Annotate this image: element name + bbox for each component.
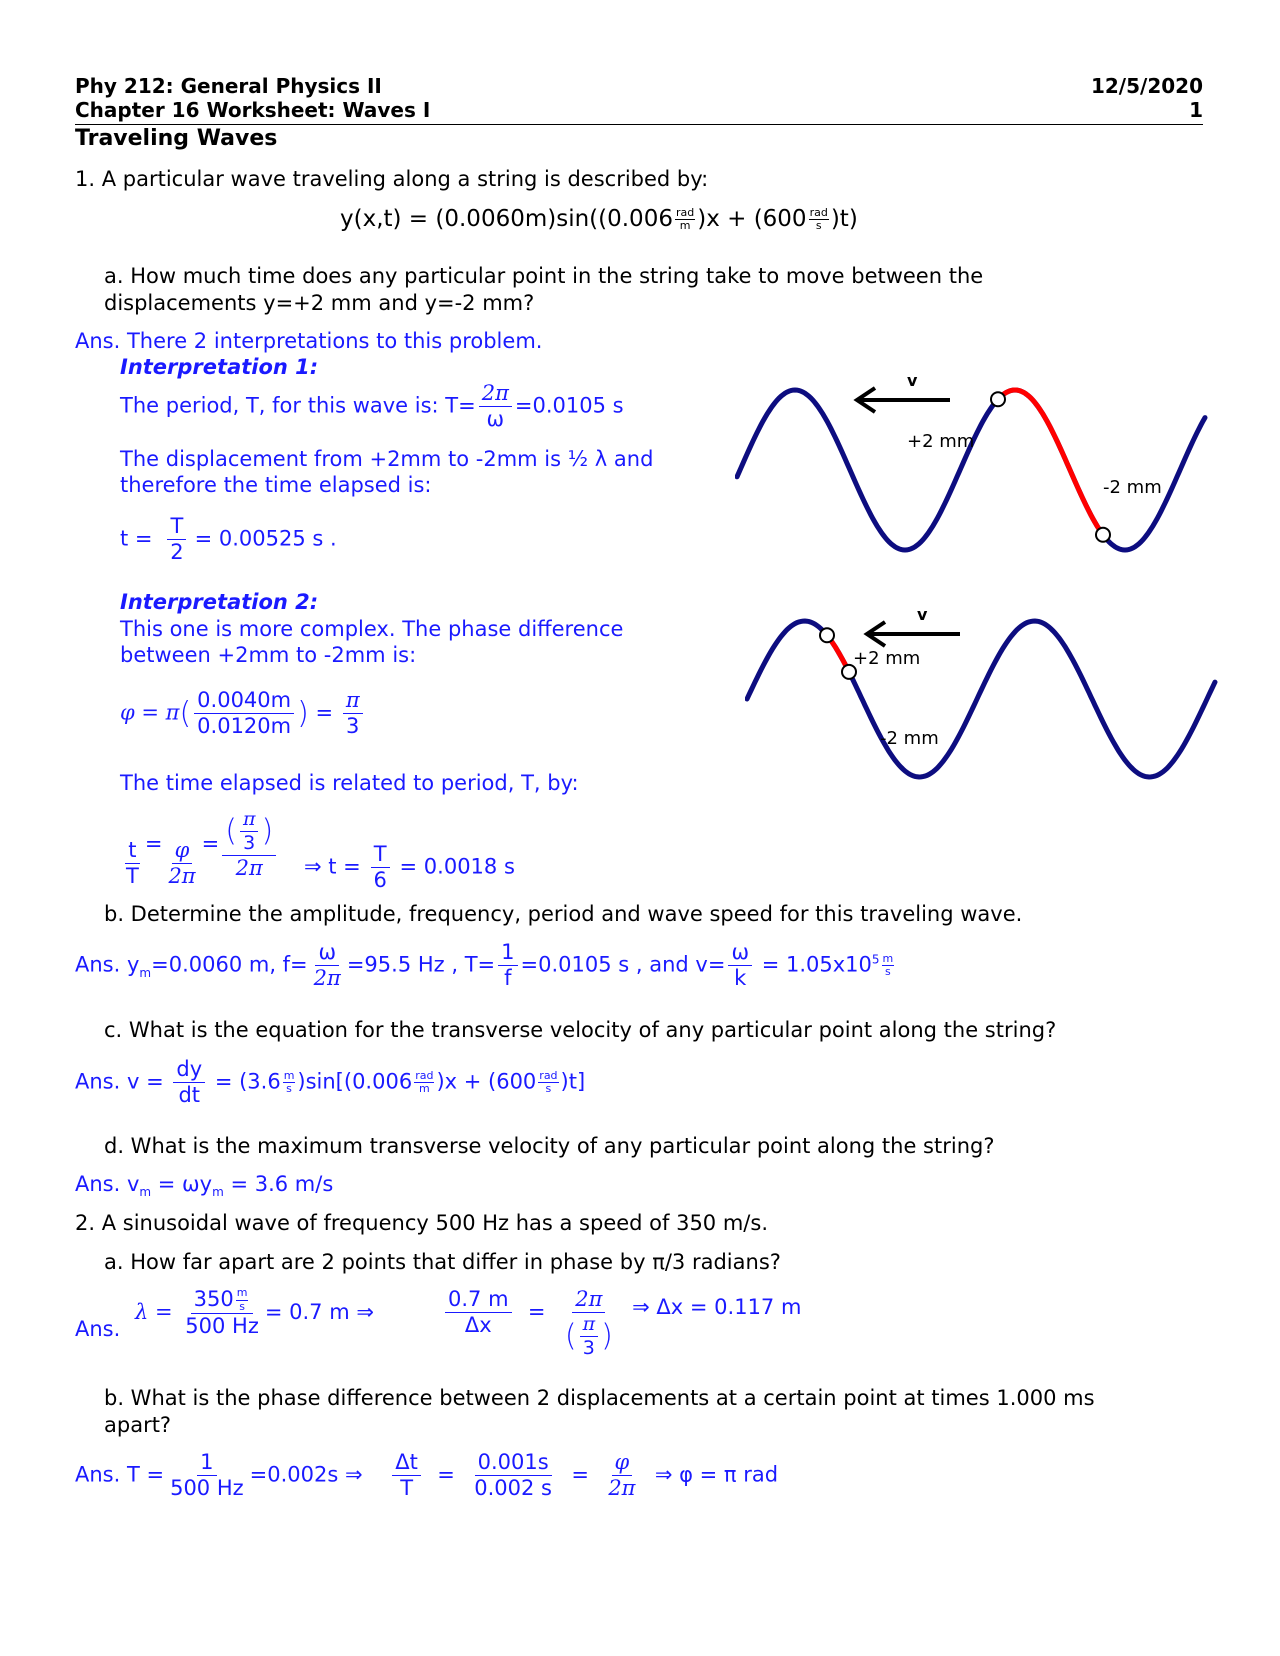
interp2-line2: between +2mm to -2mm is:: [120, 643, 417, 667]
q2b-answer: Ans. T = $\frac{1}{500 Hz}$ =0.002s ⇒ $\frac{\Delta t}{T}$ = $\frac{0.001s}{0.002 s}$ = $\frac{\varphi}{2\pi}$ ⇒ φ = π rad: [75, 1450, 779, 1501]
time-relation: The time elapsed is related to period, T, by:: [120, 771, 579, 795]
q2a-ratio: $\frac{0.7 m}{\Delta x}$ = 2π ( $\frac{\pi}{3}$ ) ⇒ Δx = 0.117 m: [442, 1287, 801, 1360]
time-ratio-equation: $\frac{t}{T}$ = $\frac{\varphi}{2\pi}$ = ( $\frac{\pi}{3}$ ) 2π: [120, 800, 279, 889]
ans-a-intro: Ans. There 2 interpretations to this problem.: [75, 329, 543, 353]
interp1-disp-2: therefore the time elapsed is:: [120, 473, 432, 497]
point-minus-2mm-1: [1096, 528, 1110, 542]
q2b-line2: apart?: [104, 1413, 172, 1437]
wave-equation: y(x,t) = (0.0060m)sin((0.006 rad m )x + (600 rad s )t): [340, 205, 858, 232]
q2a-ans-label: Ans.: [75, 1317, 121, 1341]
q2b-line1: b. What is the phase difference between 2 displacements at a certain point at times 1.000 ms: [104, 1386, 1095, 1410]
page-number: 1: [1189, 98, 1203, 122]
wave-curve-2: [747, 621, 1215, 777]
minus-label-2: -2 mm: [880, 728, 939, 749]
q2-intro: 2. A sinusoidal wave of frequency 500 Hz has a speed of 350 m/s.: [75, 1211, 768, 1235]
section-title: Traveling Waves: [75, 126, 278, 151]
point-plus-2mm-1: [991, 392, 1005, 406]
wave-highlight-1: [998, 390, 1103, 535]
q1d: d. What is the maximum transverse velocity of any particular point along the string?: [104, 1134, 995, 1158]
velocity-label-2: v: [917, 605, 928, 624]
phase-equation: φ = π( $\frac{0.0040m}{0.0120m}$ ) = $\frac{\pi}{3}$: [120, 688, 366, 739]
q1a-line2: displacements y=+2 mm and y=-2 mm?: [104, 291, 535, 315]
t-half-period: t = $\frac{T}{2}$ = 0.00525 s .: [120, 514, 337, 565]
minus-label-1: -2 mm: [1103, 477, 1162, 498]
interp1-title: Interpretation 1:: [120, 355, 319, 379]
chapter-title: Chapter 16 Worksheet: Waves I: [75, 98, 431, 122]
q1b: b. Determine the amplitude, frequency, period and wave speed for this traveling wave.: [104, 902, 1023, 926]
q1a-line1: a. How much time does any particular point in the string take to move between the: [104, 264, 984, 288]
q2a: a. How far apart are 2 points that differ in phase by π/3 radians?: [104, 1250, 781, 1274]
q1b-answer: Ans. $y_m=0.0060$ m, f= $\frac{\omega}{2\pi}$ =95.5 Hz , T= $\frac{1}{f}$ =0.0105 s , and v= $\frac{\omega}{k}$ = $1.05x10^5$ $\frac{m}{s}$: [75, 940, 894, 991]
header-rule: [75, 124, 1203, 125]
q1-intro: 1. A particular wave traveling along a string is described by:: [75, 167, 709, 191]
interp2-title: Interpretation 2:: [120, 590, 319, 614]
point-plus-2mm-2: [820, 628, 834, 642]
plus-label-2: +2 mm: [853, 648, 921, 669]
interp2-line1: This one is more complex. The phase difference: [120, 617, 624, 641]
q1c: c. What is the equation for the transverse velocity of any particular point along the string?: [104, 1018, 1057, 1042]
wave-figure-2: [745, 604, 1220, 814]
wave-curve-1: [737, 390, 1205, 550]
q2a-lambda: λ = 350 $\frac{m}{s}$ 500 Hz = 0.7 m ⇒: [135, 1286, 374, 1338]
q1c-answer: Ans. v = $\frac{dy}{dt}$ = (3.6 $\frac{m}{s}$ )sin[(0.006 rad m )x + (600 rad s )t]: [75, 1057, 586, 1108]
period-line: The period, T, for this wave is: T= $\frac{2\pi}{\omega}$ =0.0105 s: [120, 381, 624, 432]
date: 12/5/2020: [1090, 74, 1203, 98]
interp1-disp-1: The displacement from +2mm to -2mm is ½ λ and: [120, 447, 654, 471]
velocity-label-1: v: [907, 371, 918, 390]
plus-label-1: +2 mm: [907, 431, 975, 452]
course-title: Phy 212: General Physics II: [75, 74, 382, 98]
t-sixth: ⇒ t = $\frac{T}{6}$ = 0.0018 s: [304, 842, 515, 893]
q1d-answer: Ans. $v_m = \omega y_m = 3.6$ m/s: [75, 1172, 334, 1200]
wave-figure-1: [735, 370, 1210, 580]
